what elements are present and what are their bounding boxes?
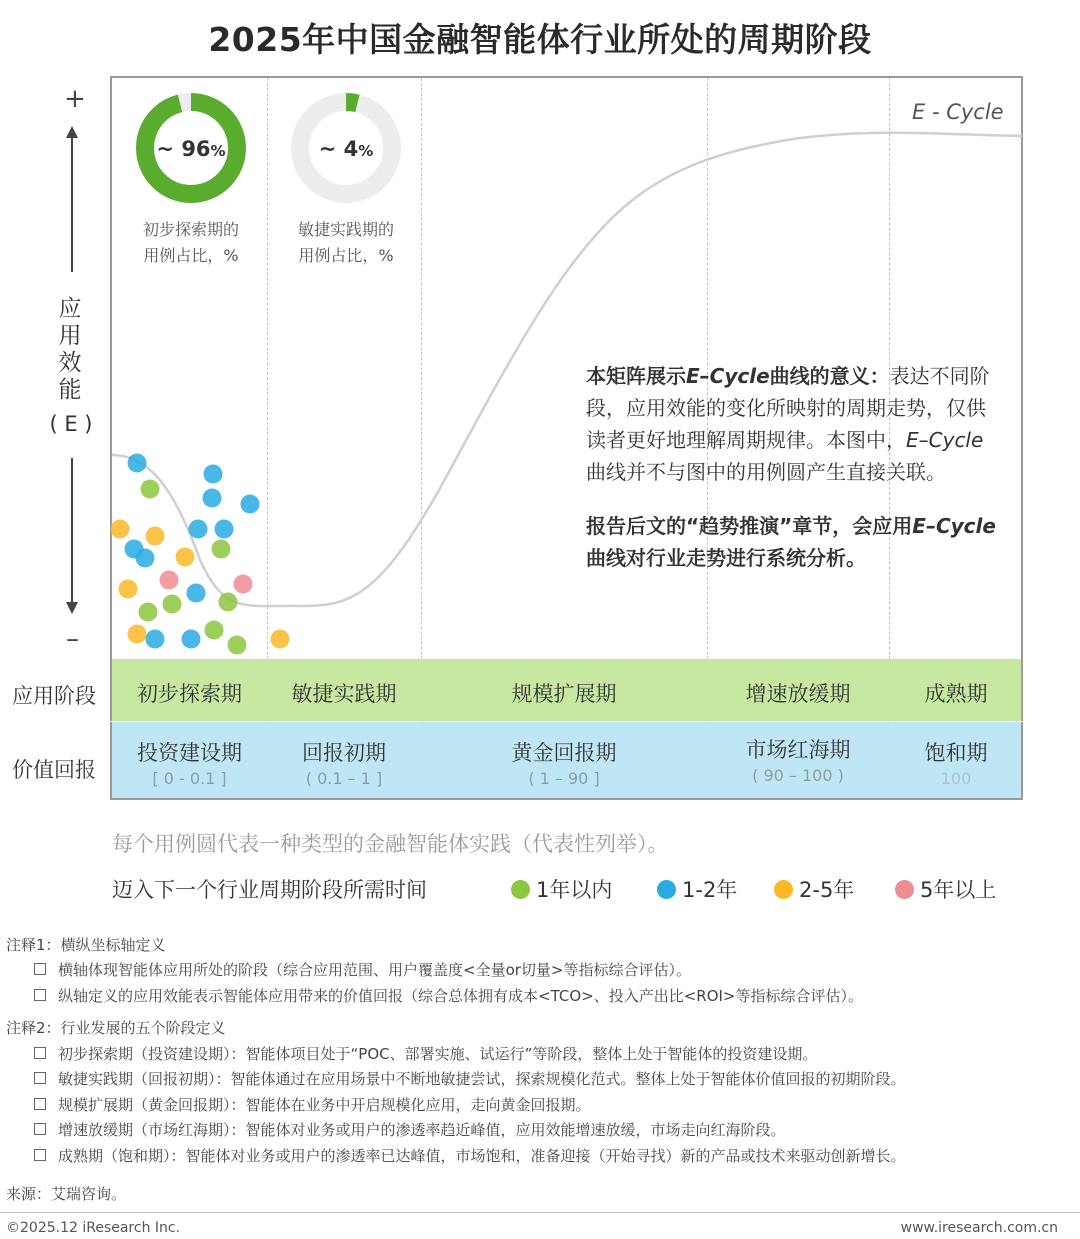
use-case-circle bbox=[271, 630, 290, 649]
legend-item: 1-2年 bbox=[657, 874, 737, 904]
note-item: 初步探索期（投资建设期）：智能体项目处于“POC、部署实施、试运行”等阶段，整体上处于智能体的投资建设期。 bbox=[34, 1043, 817, 1064]
legend-note: 每个用例圆代表一种类型的金融智能体实践（代表性列举）。 bbox=[112, 832, 669, 856]
stage-cell: 规模扩展期 bbox=[511, 682, 617, 706]
chart-note: 本矩阵展示E–Cycle曲线的意义：表达不同阶段，应用效能的变化所映射的周期走势，仅供读者更好地理解周期规律。本图中，E–Cycle曲线并不与图中的用例圆产生直接关联。 报告后文的“趋势推演”章节，会应用E–Cycle曲线对行业走势进行系统分析。 bbox=[586, 364, 996, 570]
use-case-circle bbox=[241, 495, 260, 514]
return-cell: 饱和期 bbox=[924, 741, 988, 765]
note-heading-2: 注释2：行业发展的五个阶段定义 bbox=[6, 1019, 226, 1037]
y-axis-label: 应用效能 bbox=[58, 296, 82, 403]
y-axis-sub: ( E ) bbox=[49, 412, 93, 436]
legend-dot bbox=[774, 880, 793, 899]
use-case-circle bbox=[234, 575, 253, 594]
use-case-circle bbox=[219, 593, 238, 612]
note-item: 横轴体现智能体应用所处的阶段（综合应用范围、用户覆盖度<全量or切量>等指标综合评估）。 bbox=[34, 959, 691, 980]
use-case-circle bbox=[139, 603, 158, 622]
footer-divider bbox=[0, 1212, 1080, 1213]
stage-cell: 初步探索期 bbox=[137, 682, 242, 706]
use-case-circle bbox=[215, 520, 234, 539]
return-range: ( 90 – 100 ) bbox=[752, 766, 844, 785]
return-range: 100 bbox=[940, 769, 972, 788]
use-case-circle bbox=[176, 548, 195, 567]
use-case-circles bbox=[111, 454, 290, 655]
use-case-circle bbox=[146, 527, 165, 546]
stage-cell: 敏捷实践期 bbox=[291, 682, 397, 706]
stage-cell: 增速放缓期 bbox=[745, 682, 851, 706]
donut-label: 敏捷实践期的 用例占比，% bbox=[297, 220, 394, 265]
use-case-circle bbox=[205, 621, 224, 640]
use-case-circle bbox=[204, 465, 223, 484]
return-range: [ 0 - 0.1 ] bbox=[152, 769, 227, 788]
note-item: 增速放缓期（市场红海期）：智能体对业务或用户的渗透率趋近峰值，应用效能增速放缓，市场走向红海阶段。 bbox=[34, 1119, 786, 1140]
y-axis-plus: + bbox=[64, 84, 86, 114]
use-case-circle bbox=[160, 571, 179, 590]
legend-item: 5年以上 bbox=[895, 874, 996, 904]
note-item: 敏捷实践期（回报初期）：智能体通过在应用场景中不断地敏捷尝试，探索规模化范式。整体上处于智能体价值回报的初期阶段。 bbox=[34, 1068, 906, 1089]
website-link[interactable]: www.iresearch.com.cn bbox=[900, 1220, 1058, 1236]
legend-dot bbox=[511, 880, 530, 899]
use-case-circle bbox=[146, 630, 165, 649]
y-axis-minus: – bbox=[66, 624, 79, 654]
use-case-circle bbox=[128, 454, 147, 473]
return-cell: 回报初期 bbox=[302, 741, 386, 765]
return-cell: 市场红海期 bbox=[745, 738, 851, 762]
legend-dot bbox=[895, 880, 914, 899]
legend-item: 2-5年 bbox=[774, 874, 854, 904]
use-case-circle bbox=[187, 584, 206, 603]
curve-label: E - Cycle bbox=[912, 100, 1004, 124]
return-cell: 黄金回报期 bbox=[511, 741, 617, 765]
return-range: ( 1 – 90 ] bbox=[528, 769, 600, 788]
note-item: 纵轴定义的应用效能表示智能体应用带来的价值回报（综合总体拥有成本<TCO>、投入产出比<ROI>等指标综合评估）。 bbox=[34, 985, 863, 1006]
legend-item: 1年以内 bbox=[511, 874, 612, 904]
use-case-circle bbox=[163, 595, 182, 614]
donut-value: ~ 4% bbox=[318, 137, 374, 161]
page-title: 2025年中国金融智能体行业所处的周期阶段 bbox=[208, 20, 872, 59]
donut-value: ~ 96% bbox=[156, 137, 226, 161]
stage-cell: 成熟期 bbox=[924, 682, 988, 706]
use-case-circle bbox=[203, 489, 222, 508]
use-case-circle bbox=[141, 480, 160, 499]
source-note: 来源：艾瑞咨询。 bbox=[6, 1185, 127, 1203]
row-header-stage: 应用阶段 bbox=[12, 684, 96, 708]
use-case-circle bbox=[136, 549, 155, 568]
use-case-circle bbox=[111, 520, 130, 539]
use-case-circle bbox=[182, 630, 201, 649]
note-item: 成熟期（饱和期）：智能体对业务或用户的渗透率已达峰值，市场饱和，准备迎接（开始寻找）新的产品或技术来驱动创新增长。 bbox=[34, 1145, 906, 1166]
use-case-circle bbox=[189, 520, 208, 539]
use-case-circle bbox=[228, 636, 247, 655]
return-cell: 投资建设期 bbox=[137, 741, 242, 765]
return-range: ( 0.1 – 1 ] bbox=[305, 769, 383, 788]
note-item: 规模扩展期（黄金回报期）：智能体在业务中开启规模化应用，走向黄金回报期。 bbox=[34, 1094, 591, 1115]
legend-title: 迈入下一个行业周期阶段所需时间 bbox=[112, 878, 427, 902]
use-case-circle bbox=[212, 540, 231, 559]
copyright: ©2025.12 iResearch Inc. bbox=[6, 1220, 181, 1236]
note-heading-1: 注释1：横纵坐标轴定义 bbox=[6, 936, 166, 954]
use-case-circle bbox=[119, 580, 138, 599]
donut-label: 初步探索期的 用例占比，% bbox=[142, 220, 239, 265]
row-header-return: 价值回报 bbox=[12, 758, 96, 782]
use-case-circle bbox=[128, 625, 147, 644]
legend-dot bbox=[657, 880, 676, 899]
